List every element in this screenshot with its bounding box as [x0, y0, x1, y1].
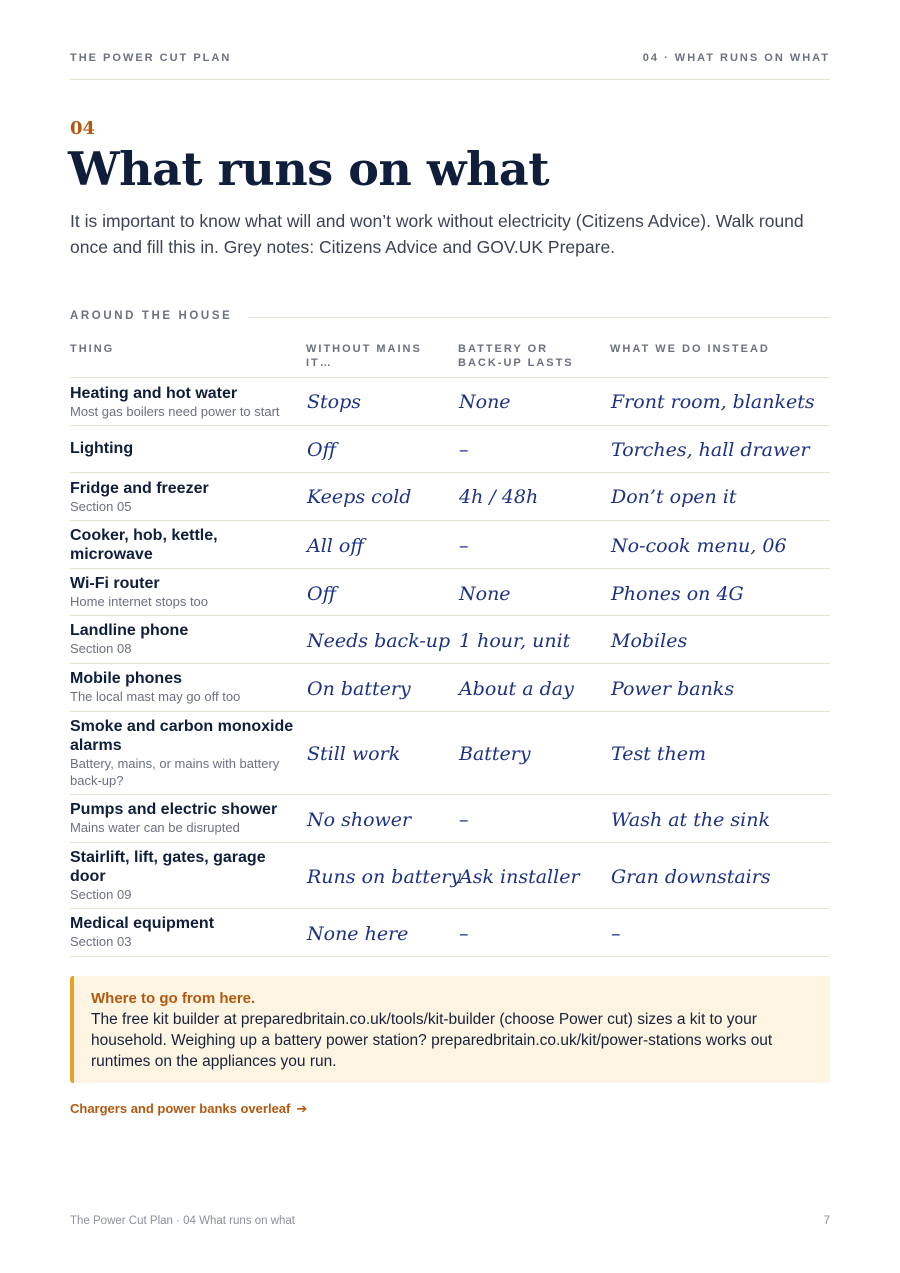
table-row — [70, 664, 830, 712]
callout-body: The free kit builder at preparedbritain.co.uk/tools/kit-builder (choose Power cut) sizes a kit to your household. Weighing up a battery power station? preparedbritain.co.uk/kit/power-stations works out runtimes on the appliances you run. — [91, 1011, 773, 1070]
next-page-link-label: Chargers and power banks overleaf — [70, 1101, 291, 1116]
thing-cell — [70, 717, 302, 789]
thing-name: Cooker, hob, kettle, microwave — [70, 527, 218, 563]
column-header-thing: THING — [70, 343, 115, 355]
thing-name: Landline phone — [70, 622, 189, 639]
intro-paragraph: It is important to know what will and won’t work without electricity (Citizens Advice). Walk round once and fill this in. Grey notes: Citizens Advice and GOV.UK Prepare. — [70, 211, 804, 257]
battery-entry: About a day — [459, 678, 574, 700]
battery-entry: – — [459, 535, 469, 557]
table-row — [70, 616, 830, 664]
without-mains-entry: Off — [307, 583, 337, 605]
thing-note: Most gas boilers need power to start — [70, 404, 280, 419]
thing-cell — [70, 479, 302, 515]
thing-note: Section 09 — [70, 887, 132, 902]
header-document-title: THE POWER CUT PLAN — [70, 52, 232, 64]
thing-note: Section 03 — [70, 934, 132, 949]
page-title: What runs on what — [68, 142, 549, 196]
group-heading-rule — [248, 317, 830, 318]
page-number: 7 — [823, 1215, 830, 1227]
thing-name: Stairlift, lift, gates, garage door — [70, 849, 266, 885]
instead-entry: No-cook menu, 06 — [611, 535, 787, 557]
battery-entry: None — [459, 391, 511, 413]
thing-note: Battery, mains, or mains with battery back-up? — [70, 756, 280, 788]
running-header — [70, 50, 830, 80]
column-header-battery: BATTERY OR BACK-UP LASTS — [458, 343, 574, 369]
callout-title: Where to go from here. — [91, 990, 256, 1007]
thing-name: Lighting — [70, 440, 134, 457]
thing-cell — [70, 526, 302, 564]
table-row — [70, 426, 830, 473]
arrow-right-icon: ➔ — [296, 1101, 308, 1116]
thing-name: Medical equipment — [70, 915, 215, 932]
next-page-link[interactable] — [70, 1101, 307, 1117]
instead-entry: Don’t open it — [611, 486, 737, 508]
thing-cell — [70, 800, 302, 836]
section-number: 04 — [70, 118, 96, 139]
without-mains-entry: Stops — [307, 391, 362, 413]
thing-note: Home internet stops too — [70, 594, 209, 609]
without-mains-entry: On battery — [307, 678, 411, 700]
instead-entry: Front room, blankets — [611, 391, 815, 413]
page — [70, 0, 830, 1273]
without-mains-entry: Still work — [307, 743, 401, 765]
table-row — [70, 712, 830, 795]
column-header-without-mains: WITHOUT MAINS IT… — [306, 343, 422, 369]
instead-entry: Wash at the sink — [611, 809, 770, 831]
table-body — [70, 378, 830, 957]
thing-name: Pumps and electric shower — [70, 801, 278, 818]
table-row — [70, 569, 830, 616]
instead-entry: Test them — [611, 743, 706, 765]
without-mains-entry: Off — [307, 439, 337, 461]
instead-entry: Mobiles — [611, 630, 688, 652]
without-mains-entry: No shower — [307, 809, 412, 831]
battery-entry: 4h / 48h — [459, 486, 539, 508]
group-heading — [70, 310, 830, 326]
without-mains-entry: Keeps cold — [307, 486, 412, 508]
thing-cell — [70, 848, 302, 903]
thing-note: Mains water can be disrupted — [70, 820, 240, 835]
header-section-title: 04 · WHAT RUNS ON WHAT — [642, 52, 830, 64]
instead-entry: Gran downstairs — [611, 866, 771, 888]
without-mains-entry: Runs on battery — [307, 866, 462, 888]
table-row — [70, 521, 830, 569]
battery-entry: – — [459, 923, 469, 945]
table-row — [70, 843, 830, 909]
table-row — [70, 473, 830, 521]
battery-entry: – — [459, 809, 469, 831]
group-heading-label: AROUND THE HOUSE — [70, 310, 246, 322]
thing-name: Wi-Fi router — [70, 575, 160, 592]
thing-cell — [70, 621, 302, 657]
instead-entry: Power banks — [611, 678, 735, 700]
thing-note: Section 05 — [70, 499, 132, 514]
instead-entry: Phones on 4G — [611, 583, 744, 605]
thing-name: Smoke and carbon monoxide alarms — [70, 718, 294, 754]
table-row — [70, 909, 830, 957]
thing-name: Fridge and freezer — [70, 480, 209, 497]
callout-box — [70, 976, 830, 1083]
without-mains-entry: Needs back-up — [307, 630, 451, 652]
battery-entry: None — [459, 583, 511, 605]
thing-cell — [70, 914, 302, 950]
table-row — [70, 795, 830, 843]
thing-cell — [70, 384, 302, 420]
thing-cell — [70, 574, 302, 610]
battery-entry: Battery — [459, 743, 531, 765]
battery-entry: 1 hour, unit — [459, 630, 571, 652]
thing-name: Heating and hot water — [70, 385, 238, 402]
footer-running-title: The Power Cut Plan · 04 What runs on what — [70, 1215, 295, 1227]
without-mains-entry: All off — [307, 535, 364, 557]
thing-note: Section 08 — [70, 641, 132, 656]
thing-name: Mobile phones — [70, 670, 182, 687]
table-header — [70, 342, 830, 378]
thing-note: The local mast may go off too — [70, 689, 241, 704]
thing-cell — [70, 669, 302, 705]
battery-entry: Ask installer — [459, 866, 580, 888]
table-row — [70, 378, 830, 426]
thing-cell — [70, 439, 302, 458]
instead-entry: Torches, hall drawer — [611, 439, 810, 461]
instead-entry: – — [611, 923, 621, 945]
column-header-instead: WHAT WE DO INSTEAD — [610, 343, 770, 355]
without-mains-entry: None here — [307, 923, 409, 945]
battery-entry: – — [459, 439, 469, 461]
